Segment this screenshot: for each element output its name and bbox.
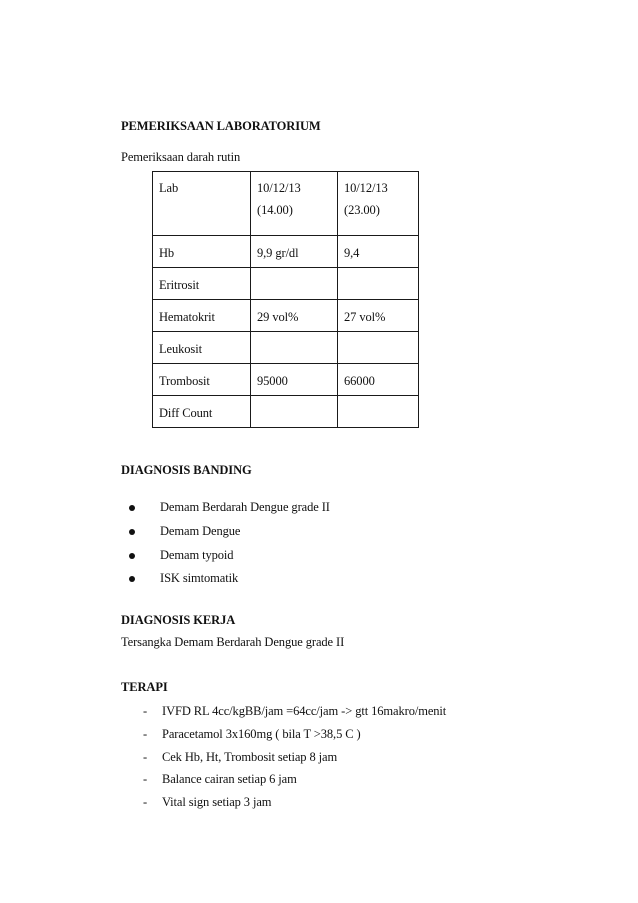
row-value-col1: 9,9 gr/dl: [251, 236, 338, 268]
table-row: [153, 300, 419, 332]
bullet-dot-icon: [129, 576, 135, 582]
row-value-col1: 29 vol%: [251, 300, 338, 332]
header-cell-col1: [251, 172, 338, 236]
terapi-item-text: Balance cairan setiap 6 jam: [162, 772, 297, 787]
dash-bullet: -: [143, 726, 148, 741]
list-item: [129, 544, 330, 568]
dash-bullet: -: [143, 772, 148, 787]
row-label-eritrosit: Eritrosit: [153, 268, 251, 300]
terapi-item-text: IVFD RL 4cc/kgBB/jam =64cc/jam -> gtt 16makro/menit: [162, 704, 447, 718]
table-row: [153, 236, 419, 268]
table-header-row: [153, 172, 419, 236]
row-value-col2: [338, 332, 419, 364]
row-label-leukosit: Leukosit: [153, 332, 251, 364]
bullet-dot-icon: [129, 553, 135, 559]
list-item: [145, 791, 446, 814]
diagnosis-item-text: Demam typoid: [160, 547, 234, 562]
list-item: [129, 567, 330, 591]
dash-bullet: -: [143, 795, 148, 810]
list-item: [145, 746, 446, 769]
row-value-col2: [338, 396, 419, 428]
row-value-col2: 9,4: [338, 236, 419, 268]
row-value-col1: [251, 396, 338, 428]
diagnosis-banding-title: DIAGNOSIS BANDING: [121, 463, 252, 477]
terapi-item-text: Paracetamol 3x160mg ( bila T >38,5 C ): [162, 726, 361, 741]
lab-section-title: PEMERIKSAAN LABORATORIUM: [121, 119, 321, 133]
terapi-item-text: Cek Hb, Ht, Trombosit setiap 8 jam: [162, 749, 338, 764]
table-row: [153, 332, 419, 364]
header-col1-time: (14.00): [257, 203, 293, 217]
row-label-hb: Hb: [153, 236, 251, 268]
diagnosis-item-text: Demam Dengue: [160, 523, 241, 538]
row-value-col1: [251, 332, 338, 364]
list-item: [129, 496, 330, 520]
list-item: [145, 768, 446, 791]
row-label-diff-count: Diff Count: [153, 396, 251, 428]
list-item: [145, 700, 446, 723]
terapi-item-text: Vital sign setiap 3 jam: [162, 795, 272, 810]
row-value-col2: [338, 268, 419, 300]
row-value-col1: 95000: [251, 364, 338, 396]
header-cell-lab: [153, 172, 251, 236]
table-row: [153, 268, 419, 300]
header-col2-date: 10/12/13: [344, 181, 388, 195]
diagnosis-item-text: Demam Berdarah Dengue grade II: [160, 500, 330, 514]
list-item: [129, 520, 330, 544]
header-cell-col2: [338, 172, 419, 236]
row-value-col1: [251, 268, 338, 300]
table-row: [153, 396, 419, 428]
lab-section-subtitle: Pemeriksaan darah rutin: [121, 150, 241, 164]
diagnosis-item-text: ISK simtomatik: [160, 571, 239, 586]
header-col1-date: 10/12/13: [257, 181, 301, 195]
terapi-list: [145, 700, 446, 814]
bullet-dot-icon: [129, 505, 135, 511]
header-col2-time: (23.00): [344, 203, 380, 217]
lab-results-table: [152, 171, 419, 428]
diagnosis-kerja-title: DIAGNOSIS KERJA: [121, 613, 236, 627]
row-value-col2: 27 vol%: [338, 300, 419, 332]
diagnosis-banding-list: [129, 496, 330, 591]
header-lab-label: Lab: [159, 181, 179, 195]
list-item: [145, 723, 446, 746]
terapi-title: TERAPI: [121, 680, 168, 694]
dash-bullet: -: [143, 704, 148, 718]
bullet-dot-icon: [129, 529, 135, 535]
row-label-hematokrit: Hematokrit: [153, 300, 251, 332]
dash-bullet: -: [143, 749, 148, 764]
row-value-col2: 66000: [338, 364, 419, 396]
table-row: [153, 364, 419, 396]
row-label-trombosit: Trombosit: [153, 364, 251, 396]
diagnosis-kerja-text: Tersangka Demam Berdarah Dengue grade II: [121, 635, 345, 649]
